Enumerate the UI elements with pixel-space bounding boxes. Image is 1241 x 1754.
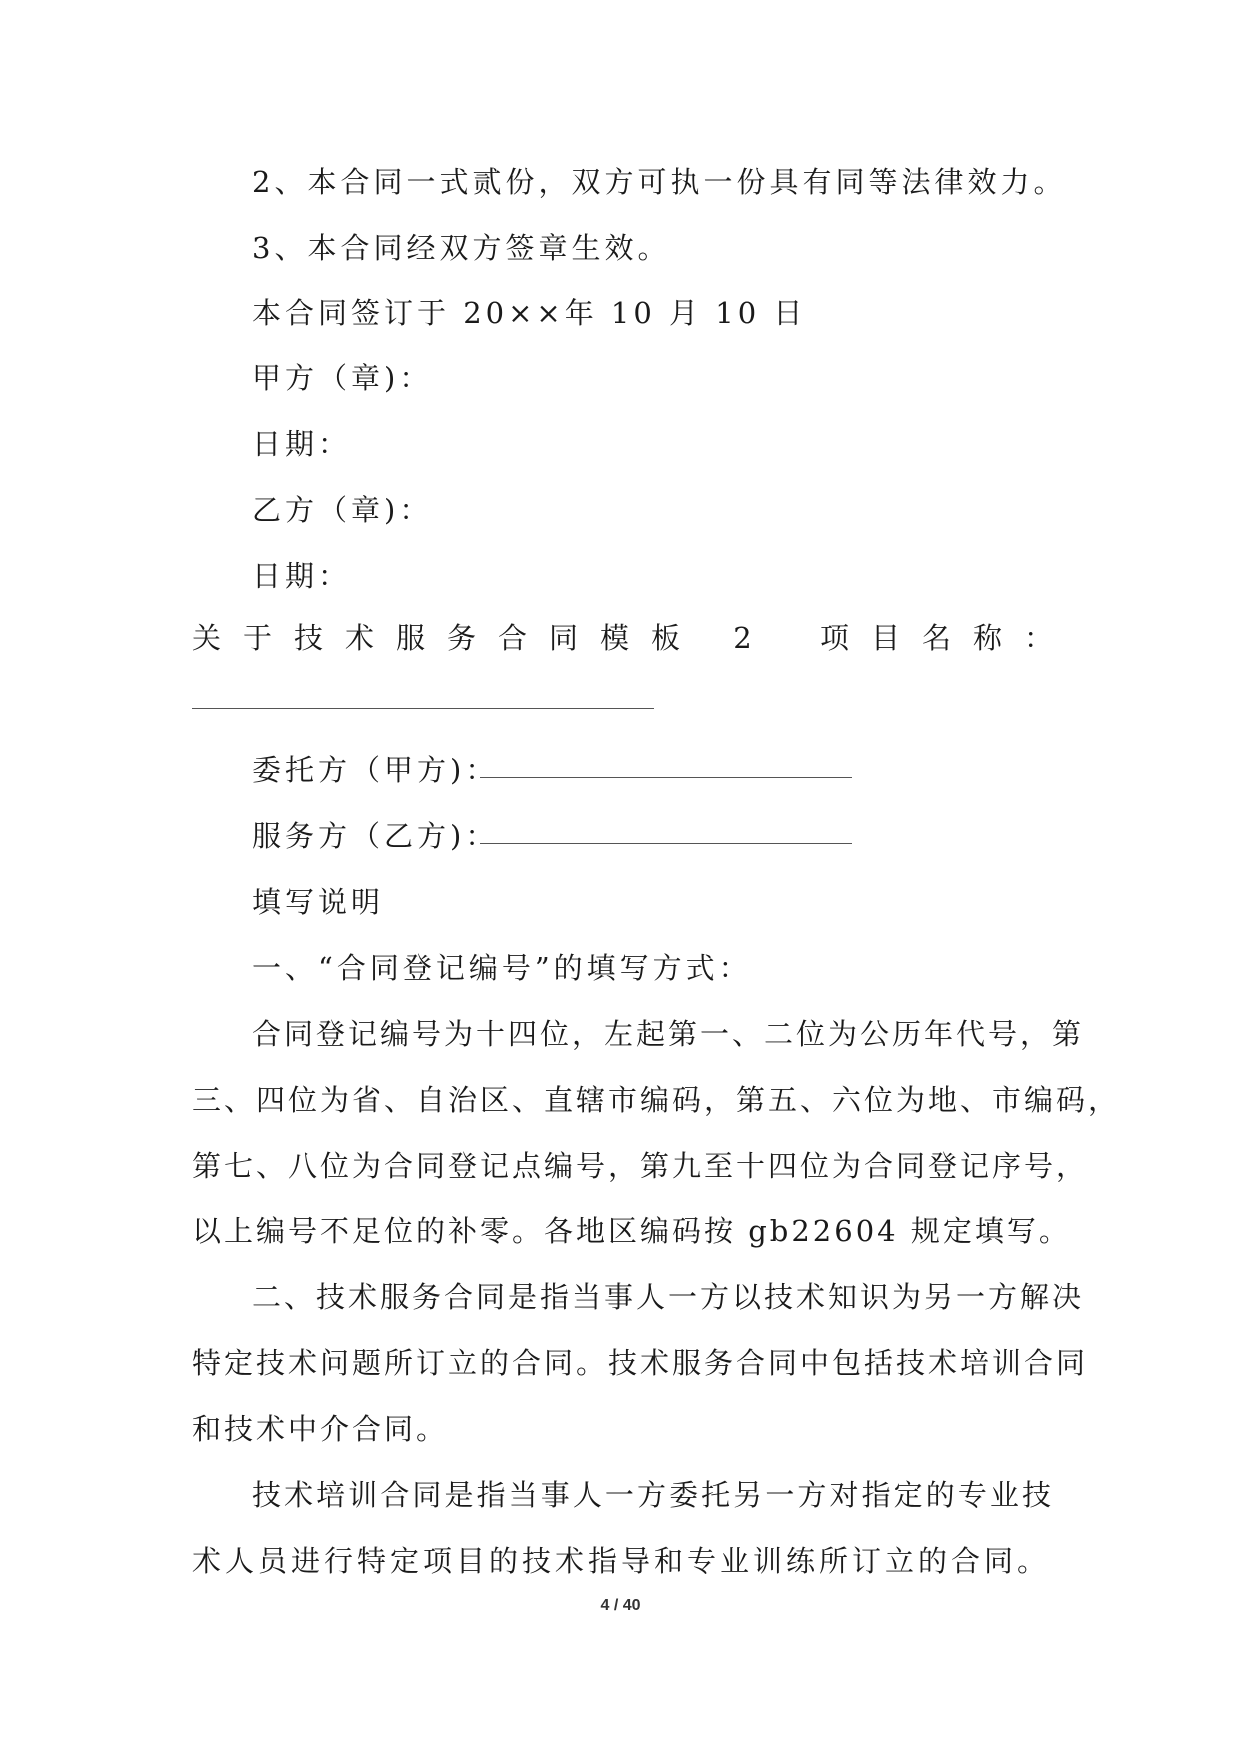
paragraph: 3、本合同经双方签章生效。 xyxy=(252,231,671,265)
party-b-seal: 乙方（章)： xyxy=(252,493,433,527)
paragraph-line: 和技术中介合同。 xyxy=(192,1412,449,1446)
instructions-item1-heading: 一、“合同登记编号”的填写方式： xyxy=(252,951,752,985)
template-title: 关于技术服务合同模板 2 xyxy=(192,621,774,655)
paragraph-line: 三、四位为省、自治区、直辖市编码，第五、六位为地、市编码， xyxy=(192,1083,1121,1117)
paragraph-line: 二、技术服务合同是指当事人一方以技术知识为另一方解决 xyxy=(252,1280,1085,1314)
paragraph: 2、本合同一式贰份，双方可执一份具有同等法律效力。 xyxy=(252,165,1067,199)
page-number: 4 / 40 xyxy=(600,1597,641,1614)
paragraph-line: 以上编号不足位的补零。各地区编码按 gb22604 规定填写。 xyxy=(192,1214,1071,1248)
party-a-seal: 甲方（章)： xyxy=(252,361,433,395)
paragraph-line: 技术培训合同是指当事人一方委托另一方对指定的专业技 xyxy=(252,1478,1054,1512)
paragraph-line: 术人员进行特定项目的技术指导和专业训练所订立的合同。 xyxy=(192,1544,1051,1578)
client-blank xyxy=(480,777,852,778)
client-label: 委托方（甲方)： xyxy=(252,753,499,787)
instructions-heading: 填写说明 xyxy=(252,885,385,919)
party-a-date: 日期： xyxy=(252,427,352,461)
paragraph-line: 第七、八位为合同登记点编号，第九至十四位为合同登记序号， xyxy=(192,1149,1089,1183)
signing-date: 本合同签订于 20××年 10 月 10 日 xyxy=(252,296,807,330)
provider-label: 服务方（乙方)： xyxy=(252,819,499,853)
template-title-row xyxy=(192,620,1076,660)
paragraph-line: 特定技术问题所订立的合同。技术服务合同中包括技术培训合同 xyxy=(192,1346,1089,1380)
provider-blank xyxy=(480,843,852,844)
project-name-label: 项目名称： xyxy=(820,621,1076,655)
paragraph-line: 合同登记编号为十四位，左起第一、二位为公历年代号，第 xyxy=(252,1017,1085,1051)
project-name-blank xyxy=(192,708,654,709)
party-b-date: 日期： xyxy=(252,559,352,593)
